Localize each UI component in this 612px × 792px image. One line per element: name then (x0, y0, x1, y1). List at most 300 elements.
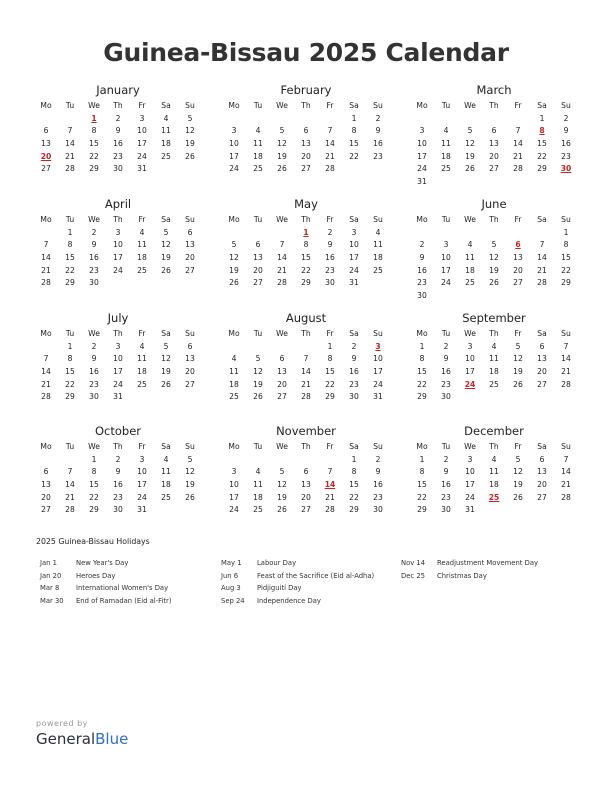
day-cell: 31 (417, 177, 427, 187)
weekday-header: Sa (537, 215, 547, 224)
month-may (222, 197, 390, 290)
day-cell: 16 (561, 139, 571, 149)
weekday-header: Th (113, 101, 123, 110)
weekday-header: Tu (441, 442, 451, 451)
day-cell: 5 (279, 467, 285, 477)
day-cell: 28 (561, 492, 571, 502)
day-cell: 27 (41, 505, 51, 515)
day-cell: 9 (115, 126, 121, 136)
weekday-header: Th (489, 329, 499, 338)
day-cell: 11 (489, 354, 499, 364)
day-cell: 17 (441, 265, 451, 275)
day-cell: 31 (137, 505, 147, 515)
holiday-date: Aug 3 (221, 584, 241, 592)
month-name: December (464, 424, 524, 438)
day-cell: 25 (137, 379, 147, 389)
day-cell: 23 (89, 265, 99, 275)
day-cell: 16 (349, 367, 359, 377)
day-cell: 31 (465, 505, 475, 515)
day-cell: 30 (325, 278, 335, 288)
weekday-header: We (464, 442, 476, 451)
day-cell: 14 (41, 367, 51, 377)
day-cell: 3 (139, 113, 145, 123)
month-name: May (294, 197, 318, 211)
day-cell: 9 (351, 354, 357, 364)
weekday-header: We (88, 101, 100, 110)
empty-cell (530, 227, 554, 240)
day-cell: 9 (327, 240, 333, 250)
empty-cell (506, 113, 530, 126)
holiday-row (221, 570, 374, 583)
day-cell: 18 (465, 265, 475, 275)
holiday-name: Feast of the Sacrifice (Eid al-Adha) (257, 571, 375, 580)
month-february (222, 83, 390, 176)
weekday-header: Sa (161, 329, 171, 338)
day-cell: 26 (161, 265, 171, 275)
day-cell: 13 (185, 354, 195, 364)
weekday-header: Fr (514, 101, 522, 110)
day-cell: 3 (443, 240, 449, 250)
weekday-header: Mo (40, 101, 52, 110)
weekday-header: Fr (138, 101, 146, 110)
day-cell: 8 (303, 240, 309, 250)
day-cell: 13 (301, 139, 311, 149)
day-cell: 23 (441, 492, 451, 502)
day-cell: 26 (253, 392, 263, 402)
holiday-day: 20 (40, 151, 52, 161)
month-name: January (96, 83, 140, 97)
day-cell: 5 (187, 454, 193, 464)
day-cell: 6 (43, 126, 49, 136)
empty-cell (294, 341, 318, 354)
day-cell: 8 (351, 467, 357, 477)
day-cell: 15 (301, 253, 311, 263)
day-cell: 29 (65, 278, 75, 288)
weekday-header: Tu (65, 215, 75, 224)
day-cell: 28 (325, 505, 335, 515)
empty-cell (34, 341, 58, 354)
holiday-date: Mar 8 (40, 584, 60, 592)
day-cell: 7 (563, 454, 569, 464)
day-cell: 22 (417, 492, 427, 502)
day-cell: 26 (513, 492, 523, 502)
empty-cell (246, 227, 270, 240)
day-cell: 8 (419, 467, 425, 477)
day-cell: 26 (229, 278, 239, 288)
weekday-header: Su (561, 442, 571, 451)
day-cell: 10 (137, 467, 147, 477)
day-cell: 3 (115, 341, 121, 351)
holidays-title: 2025 Guinea-Bissau Holidays (36, 537, 150, 546)
day-cell: 23 (325, 265, 335, 275)
day-cell: 8 (419, 354, 425, 364)
day-cell: 6 (303, 126, 309, 136)
holidays-column (221, 557, 374, 607)
day-cell: 23 (417, 278, 427, 288)
day-cell: 2 (115, 113, 121, 123)
day-cell: 3 (419, 126, 425, 136)
weekday-header: Fr (326, 215, 334, 224)
day-cell: 9 (375, 467, 381, 477)
empty-cell (482, 113, 506, 126)
day-cell: 28 (277, 278, 287, 288)
day-cell: 14 (65, 139, 75, 149)
month-march (410, 83, 578, 189)
weekday-header: Th (113, 329, 123, 338)
day-cell: 19 (465, 151, 475, 161)
holiday-date: Jun 6 (221, 571, 239, 580)
weekday-header: Th (489, 215, 499, 224)
day-cell: 10 (113, 354, 123, 364)
day-cell: 12 (229, 253, 239, 263)
empty-cell (410, 113, 434, 126)
day-cell: 10 (229, 480, 239, 490)
day-cell: 7 (67, 126, 73, 136)
holiday-row (221, 582, 374, 595)
month-days-grid (34, 214, 202, 290)
day-cell: 12 (277, 480, 287, 490)
day-cell: 21 (65, 151, 75, 161)
holiday-day: 3 (375, 341, 381, 351)
day-cell: 4 (139, 341, 145, 351)
weekday-header: Sa (349, 329, 359, 338)
holiday-date: Sep 24 (221, 596, 245, 605)
holiday-day: 8 (539, 126, 545, 136)
day-cell: 30 (417, 291, 427, 301)
weekday-header: Sa (537, 442, 547, 451)
day-cell: 11 (161, 467, 171, 477)
weekday-header: We (464, 101, 476, 110)
day-cell: 19 (513, 480, 523, 490)
day-cell: 22 (65, 379, 75, 389)
weekday-header: Fr (326, 101, 334, 110)
day-cell: 26 (513, 379, 523, 389)
day-cell: 30 (349, 392, 359, 402)
empty-cell (318, 454, 342, 467)
weekday-header: Th (301, 101, 311, 110)
weekday-header: We (276, 215, 288, 224)
day-cell: 13 (41, 139, 51, 149)
day-cell: 23 (561, 151, 571, 161)
day-cell: 3 (115, 227, 121, 237)
day-cell: 24 (113, 379, 123, 389)
day-cell: 18 (137, 253, 147, 263)
empty-cell (34, 227, 58, 240)
weekday-header: Tu (441, 329, 451, 338)
day-cell: 26 (465, 164, 475, 174)
day-cell: 20 (277, 379, 287, 389)
empty-cell (482, 227, 506, 240)
day-cell: 6 (491, 126, 497, 136)
day-cell: 26 (185, 492, 195, 502)
day-cell: 12 (513, 354, 523, 364)
logo-text-blue: Blue (95, 730, 129, 748)
weekday-header: Th (489, 101, 499, 110)
day-cell: 5 (163, 227, 169, 237)
weekday-header: Tu (441, 215, 451, 224)
day-cell: 28 (325, 164, 335, 174)
holiday-date: Dec 25 (401, 571, 425, 580)
day-cell: 25 (253, 505, 263, 515)
day-cell: 3 (467, 341, 473, 351)
powered-by-text: powered by (36, 719, 88, 728)
day-cell: 3 (231, 467, 237, 477)
day-cell: 22 (89, 492, 99, 502)
day-cell: 2 (91, 227, 97, 237)
day-cell: 7 (539, 240, 545, 250)
holidays-column (40, 557, 172, 607)
holiday-date: Mar 30 (40, 596, 64, 605)
weekday-header: Mo (416, 442, 428, 451)
day-cell: 23 (373, 151, 383, 161)
day-cell: 29 (349, 505, 359, 515)
day-cell: 11 (373, 240, 383, 250)
day-cell: 10 (465, 467, 475, 477)
month-days-grid (410, 100, 578, 189)
day-cell: 20 (301, 492, 311, 502)
day-cell: 6 (43, 467, 49, 477)
holiday-row (40, 582, 172, 595)
day-cell: 15 (537, 139, 547, 149)
holiday-day: 24 (464, 379, 476, 389)
day-cell: 11 (489, 467, 499, 477)
holiday-name: Labour Day (257, 559, 297, 567)
day-cell: 2 (375, 454, 381, 464)
day-cell: 18 (229, 379, 239, 389)
day-cell: 18 (373, 253, 383, 263)
day-cell: 24 (137, 492, 147, 502)
holiday-name: Readjustment Movement Day (437, 559, 539, 567)
holiday-date: May 1 (221, 559, 242, 567)
day-cell: 27 (301, 505, 311, 515)
day-cell: 12 (489, 253, 499, 263)
holiday-day: 25 (488, 492, 500, 502)
generalblue-logo[interactable] (36, 730, 128, 748)
month-days-grid (34, 100, 202, 176)
holiday-row (40, 595, 172, 608)
day-cell: 16 (113, 480, 123, 490)
day-cell: 19 (229, 265, 239, 275)
day-cell: 15 (417, 367, 427, 377)
weekday-header: Su (373, 442, 383, 451)
day-cell: 30 (113, 164, 123, 174)
weekday-header: Su (185, 215, 195, 224)
day-cell: 20 (253, 265, 263, 275)
day-cell: 27 (277, 392, 287, 402)
day-cell: 7 (303, 354, 309, 364)
day-cell: 1 (67, 341, 73, 351)
day-cell: 5 (231, 240, 237, 250)
day-cell: 13 (277, 367, 287, 377)
empty-cell (58, 454, 82, 467)
day-cell: 23 (349, 379, 359, 389)
weekday-header: We (88, 329, 100, 338)
day-cell: 19 (489, 265, 499, 275)
day-cell: 19 (161, 367, 171, 377)
day-cell: 7 (43, 354, 49, 364)
day-cell: 18 (161, 480, 171, 490)
day-cell: 5 (163, 341, 169, 351)
day-cell: 6 (279, 354, 285, 364)
weekday-header: Mo (416, 215, 428, 224)
day-cell: 3 (231, 126, 237, 136)
weekday-header: Mo (416, 101, 428, 110)
day-cell: 2 (443, 454, 449, 464)
month-days-grid (222, 441, 390, 517)
weekday-header: Su (185, 329, 195, 338)
empty-cell (34, 454, 58, 467)
day-cell: 9 (563, 126, 569, 136)
day-cell: 13 (537, 467, 547, 477)
weekday-header: Sa (537, 329, 547, 338)
weekday-header: Sa (161, 101, 171, 110)
day-cell: 17 (417, 151, 427, 161)
day-cell: 16 (373, 139, 383, 149)
holiday-day: 1 (91, 113, 97, 123)
day-cell: 1 (419, 341, 425, 351)
day-cell: 4 (375, 227, 381, 237)
day-cell: 29 (89, 505, 99, 515)
empty-cell (458, 227, 482, 240)
day-cell: 4 (163, 454, 169, 464)
day-cell: 24 (465, 492, 475, 502)
month-name: September (462, 311, 526, 325)
day-cell: 10 (349, 240, 359, 250)
month-name: November (276, 424, 336, 438)
month-days-grid (410, 214, 578, 303)
day-cell: 4 (443, 126, 449, 136)
day-cell: 9 (419, 253, 425, 263)
day-cell: 7 (563, 341, 569, 351)
day-cell: 6 (539, 341, 545, 351)
empty-cell (270, 341, 294, 354)
weekday-header: We (276, 442, 288, 451)
day-cell: 17 (137, 480, 147, 490)
month-september (410, 311, 578, 404)
day-cell: 29 (561, 278, 571, 288)
empty-cell (222, 454, 246, 467)
day-cell: 29 (417, 392, 427, 402)
day-cell: 28 (537, 278, 547, 288)
holiday-row (401, 570, 538, 583)
day-cell: 30 (113, 505, 123, 515)
month-days-grid (410, 328, 578, 404)
weekday-header: Fr (138, 442, 146, 451)
day-cell: 6 (187, 227, 193, 237)
day-cell: 15 (417, 480, 427, 490)
day-cell: 21 (537, 265, 547, 275)
day-cell: 4 (467, 240, 473, 250)
day-cell: 23 (441, 379, 451, 389)
day-cell: 7 (67, 467, 73, 477)
empty-cell (270, 227, 294, 240)
day-cell: 4 (255, 467, 261, 477)
day-cell: 10 (229, 139, 239, 149)
day-cell: 21 (325, 492, 335, 502)
day-cell: 16 (89, 253, 99, 263)
day-cell: 29 (417, 505, 427, 515)
day-cell: 5 (187, 113, 193, 123)
day-cell: 20 (537, 367, 547, 377)
day-cell: 21 (65, 492, 75, 502)
day-cell: 10 (417, 139, 427, 149)
month-days-grid (222, 328, 390, 404)
weekday-header: Su (373, 329, 383, 338)
day-cell: 14 (41, 253, 51, 263)
weekday-header: Fr (514, 442, 522, 451)
day-cell: 25 (161, 151, 171, 161)
day-cell: 3 (139, 454, 145, 464)
day-cell: 19 (253, 379, 263, 389)
day-cell: 16 (373, 480, 383, 490)
day-cell: 17 (465, 480, 475, 490)
weekday-header: Su (373, 215, 383, 224)
day-cell: 7 (327, 467, 333, 477)
day-cell: 10 (373, 354, 383, 364)
day-cell: 13 (513, 253, 523, 263)
day-cell: 18 (253, 151, 263, 161)
weekday-header: We (276, 101, 288, 110)
empty-cell (58, 113, 82, 126)
holiday-day: 30 (560, 164, 572, 174)
day-cell: 14 (561, 467, 571, 477)
day-cell: 20 (513, 265, 523, 275)
day-cell: 7 (327, 126, 333, 136)
weekday-header: Fr (326, 442, 334, 451)
day-cell: 5 (515, 454, 521, 464)
holiday-date: Nov 14 (401, 559, 426, 567)
day-cell: 5 (491, 240, 497, 250)
day-cell: 11 (253, 139, 263, 149)
day-cell: 25 (161, 492, 171, 502)
day-cell: 16 (89, 367, 99, 377)
weekday-header: We (464, 215, 476, 224)
month-name: April (104, 197, 132, 211)
day-cell: 2 (443, 341, 449, 351)
day-cell: 20 (301, 151, 311, 161)
month-august (222, 311, 390, 404)
day-cell: 7 (43, 240, 49, 250)
day-cell: 25 (137, 265, 147, 275)
holiday-name: New Year's Day (76, 559, 129, 567)
day-cell: 8 (91, 126, 97, 136)
weekday-header: Tu (253, 442, 263, 451)
day-cell: 10 (137, 126, 147, 136)
day-cell: 13 (489, 139, 499, 149)
day-cell: 5 (467, 126, 473, 136)
day-cell: 30 (89, 392, 99, 402)
holiday-date: Jan 1 (40, 559, 57, 567)
day-cell: 14 (301, 367, 311, 377)
day-cell: 21 (277, 265, 287, 275)
day-cell: 24 (229, 164, 239, 174)
day-cell: 4 (491, 341, 497, 351)
weekday-header: Fr (326, 329, 334, 338)
day-cell: 10 (113, 240, 123, 250)
holiday-date: Jan 20 (40, 571, 62, 580)
month-days-grid (222, 100, 390, 176)
empty-cell (222, 227, 246, 240)
day-cell: 10 (441, 253, 451, 263)
day-cell: 8 (91, 467, 97, 477)
day-cell: 30 (441, 505, 451, 515)
holiday-day: 14 (324, 480, 336, 490)
day-cell: 14 (65, 480, 75, 490)
month-days-grid (410, 441, 578, 517)
month-days-grid (34, 441, 202, 517)
day-cell: 28 (65, 505, 75, 515)
day-cell: 19 (513, 367, 523, 377)
